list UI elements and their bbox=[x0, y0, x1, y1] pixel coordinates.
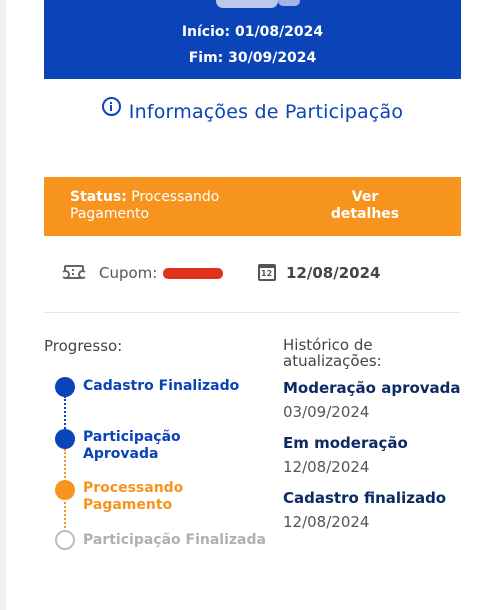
history-item bbox=[283, 379, 473, 421]
step-connector bbox=[64, 502, 66, 532]
progress-steps bbox=[44, 373, 274, 553]
history-title: Histórico de atualizações: bbox=[283, 336, 382, 370]
ticket-icon bbox=[64, 265, 84, 279]
history-item-title: Cadastro finalizado bbox=[283, 489, 447, 507]
step-label: Processando Pagamento bbox=[83, 480, 184, 513]
coupon-label: Cupom: bbox=[99, 264, 158, 282]
section-divider bbox=[44, 312, 461, 313]
status-bar bbox=[44, 177, 461, 236]
history-item-date: 12/08/2024 bbox=[283, 458, 370, 476]
step-label: Participação Finalizada bbox=[83, 532, 266, 548]
campaign-banner bbox=[44, 0, 461, 79]
step-dot-done bbox=[55, 429, 75, 449]
chevron-down-icon[interactable] bbox=[413, 199, 420, 206]
banner-decoration-small bbox=[278, 0, 300, 6]
calendar-icon bbox=[258, 264, 276, 281]
view-details-button[interactable]: Ver detalhes bbox=[330, 189, 400, 222]
calendar-icon-day: 12 bbox=[261, 269, 273, 278]
history-item bbox=[283, 434, 473, 476]
step-label: Cadastro Finalizado bbox=[83, 378, 240, 394]
coupon-date: 12/08/2024 bbox=[286, 264, 381, 282]
history-item-date: 03/09/2024 bbox=[283, 403, 370, 421]
progress-title: Progresso: bbox=[44, 337, 123, 355]
step-dot-pending bbox=[55, 530, 75, 550]
page-edge bbox=[0, 0, 6, 610]
campaign-end-date: Fim: 30/09/2024 bbox=[188, 50, 317, 66]
coupon-row bbox=[44, 257, 461, 291]
history-item bbox=[283, 489, 473, 531]
history-item-title: Em moderação bbox=[283, 434, 408, 452]
step-dot-current bbox=[55, 480, 75, 500]
status-value: Processando Pagamento bbox=[70, 189, 220, 222]
status-label: Status: bbox=[70, 189, 127, 205]
coupon-code-redaction bbox=[163, 268, 223, 279]
participation-info-heading bbox=[44, 97, 461, 123]
campaign-start-date: Início: 01/08/2024 bbox=[181, 24, 324, 40]
step-dot-done bbox=[55, 377, 75, 397]
step-label: Participação Aprovada bbox=[83, 429, 181, 462]
info-icon bbox=[102, 97, 121, 116]
participation-info-title: Informações de Participação bbox=[128, 101, 404, 123]
history-item-title: Moderação aprovada bbox=[283, 379, 461, 397]
banner-decoration bbox=[216, 0, 278, 8]
history-item-date: 12/08/2024 bbox=[283, 513, 370, 531]
status-text bbox=[70, 189, 270, 223]
